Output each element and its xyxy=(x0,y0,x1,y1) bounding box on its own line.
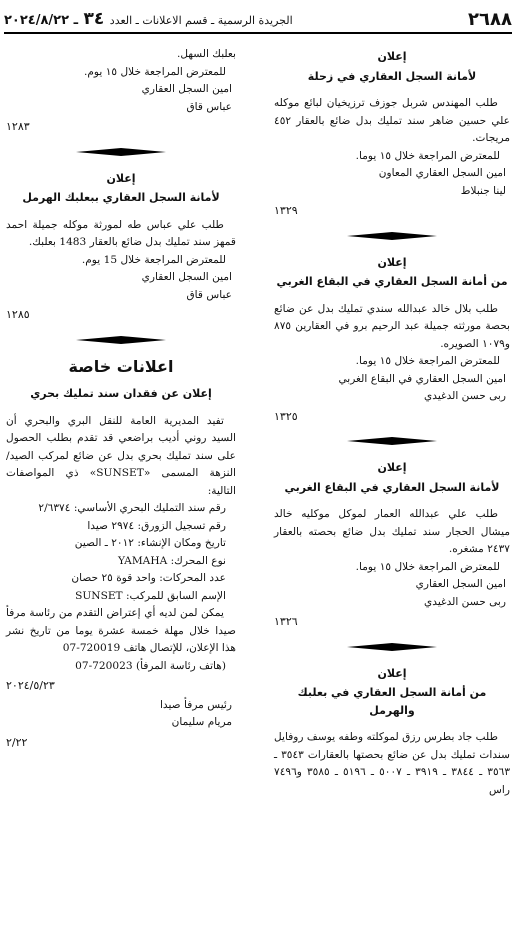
notice-review: للمعترض المراجعة خلال ١٥ يوما. xyxy=(355,355,500,367)
notice-review: للمعترض المراجعة خلال ١٥ يوم. xyxy=(83,65,226,78)
section-title: اعلانات خاصة xyxy=(68,356,174,376)
signer-name: ربى حسن الدغيدي xyxy=(423,390,506,402)
notice-review: للمعترض المراجعة خلال ١٥ يوما. xyxy=(355,560,500,573)
signer-name: مريام سليمان xyxy=(171,716,232,728)
notice-number: ٢/٢٢ xyxy=(6,735,28,749)
notice-review: للمعترض المراجعة خلال ١٥ يوما. xyxy=(355,149,500,162)
notice-label: إعلان xyxy=(377,666,407,680)
notice-review: للمعترض المراجعة خلال 15 يوم. xyxy=(81,253,226,266)
signer-title: امين السجل العقاري المعاون xyxy=(378,167,506,179)
signer-title: امين السجل العقاري xyxy=(141,83,232,95)
notice-title: من أمانة السجل العقاري في بعلبك والهرمل xyxy=(297,686,487,717)
spec-line: نوع المحرك: YAMAHA xyxy=(118,554,226,567)
notice-date: ٢٠٢٤/٥/٢٣ xyxy=(6,679,55,692)
notice-number: ١٢٨٥ xyxy=(6,308,30,321)
signer-title: رئيس مرفأ صيدا xyxy=(159,698,232,711)
notice-body: طلب علي عبدالله العمار لموكل موكليه خالد ميشال الحجار سند تمليك بدل ضائع بحصته بالعقار ٢٤٣٧ مشغره. xyxy=(274,508,510,555)
notice-label: إعلان xyxy=(377,255,407,269)
notice-number: ١٣٢٩ xyxy=(274,204,298,217)
signer-title: امين السجل العقاري xyxy=(415,578,506,590)
notice-title: إعلان عن فقدان سند تمليك بحري xyxy=(30,387,212,400)
spec-line: رقم سند التمليك البحري الأساسي: ٢/٦٣٧٤ xyxy=(38,502,226,514)
publication-name: الجريدة الرسمية ـ قسم الاعلانات ـ العدد xyxy=(109,14,293,27)
notice-number: ١٢٨٣ xyxy=(6,120,30,133)
issue-number: ٣٤ xyxy=(83,9,105,29)
spec-line: رقم تسجيل الزورق: ٢٩٧٤ صيدا xyxy=(87,519,226,532)
separator xyxy=(347,641,437,655)
right-column xyxy=(274,46,510,799)
notice-title: لأمانة السجل العقاري في البقاع الغربي xyxy=(284,480,500,494)
signer-name: عباس قاق xyxy=(186,288,232,301)
spec-line: عدد المحركات: واحد قوة ٢٥ حصان xyxy=(71,572,226,584)
separator xyxy=(347,435,437,449)
signer-name: ربى حسن الدغيدي xyxy=(423,595,506,608)
notice-title: من أمانة السجل العقاري في البقاع الغربي xyxy=(276,275,508,288)
continued-text: بعلبك السهل. xyxy=(177,48,236,60)
notice-title: لأمانة السجل العقاري في زحلة xyxy=(307,69,477,83)
signer-name: عباس قاق xyxy=(186,100,232,113)
notice-body: طلب علي عباس طه لمورثة موكله جميلة احمد قمهز سند تمليك بدل ضائع بالعقار 1483 بعلبك. xyxy=(6,218,236,248)
page-header xyxy=(4,6,512,34)
notice-title: لأمانة السجل العقاري ببعلبك الهرمل xyxy=(22,191,220,204)
header-publication xyxy=(4,9,293,29)
notice-label: إعلان xyxy=(377,50,407,63)
spec-line: تاريخ ومكان الإنشاء: ٢٠١٢ ـ الصين xyxy=(74,537,226,549)
harbor-phone: (هاتف رئاسة المرفأ) 720023-07 xyxy=(75,659,226,672)
notice-number: ١٣٢٥ xyxy=(274,409,298,423)
spec-line: الإسم السابق للمركب: SUNSET xyxy=(75,589,226,602)
page-number: ٢٦٨٨ xyxy=(468,8,512,30)
notice-label: إعلان xyxy=(106,171,136,185)
objection-text: يمكن لمن لديه أي إعتراض التقدم من رئاسة مرفأ صيدا خلال مهلة خمسة عشرة يوما من تاريخ نشر هذا الإعلان، للإتصال هاتف 720019-07 xyxy=(6,607,236,654)
notice-body: طلب جاد بطرس رزق لموكلته وطفه يوسف روفايل سندات تمليك بدل عن ضائع بحصتها بالعقارات ٣٥٤٣ ـ ٣٥٦٣ ـ ٣٨٤٤ ـ ٣٩١٩ ـ ٥٠٠٧ ـ ٥١٩٦ ـ ٣٥٨٥ و٧٤٩٦ راس xyxy=(274,731,511,796)
separator xyxy=(347,230,437,244)
left-column xyxy=(6,46,236,753)
notice-label: إعلان xyxy=(377,461,407,474)
notice-body: طلب المهندس شربل جوزف ترزيخيان لبائع موكله علي حسين ضاهر سند تمليك بدل ضائع بالعقار ٤٥٢ مريجات. xyxy=(274,97,510,144)
separator xyxy=(76,146,166,160)
notice-body: طلب بلال خالد عبدالله سندي تمليك بدل عن ضائع بحصة مورثته جميلة عبد الرحيم برو في العقارين ٨٧٥ و١٠٧٩ الصويره. xyxy=(274,302,510,350)
signer-name: لينا جنبلاط xyxy=(460,184,506,197)
signer-title: امين السجل العقاري xyxy=(141,271,232,283)
signer-title: امين السجل العقاري في البقاع الغربي xyxy=(338,372,506,385)
separator xyxy=(76,334,166,348)
notice-body: تفيد المديرية العامة للنقل البري والبحري أن السيد روني أديب براضعي قد تقدم بطلب الحصول على سند تمليك بحري بدل عن ضائع لمركب الصيد/النزهة المسمى «SUNSET» ذي المواصفات التالية: xyxy=(6,414,236,497)
notice-number: ١٣٢٦ xyxy=(274,615,298,628)
issue-date: ـ ٢٠٢٤/٨/٢٢ xyxy=(4,13,79,28)
